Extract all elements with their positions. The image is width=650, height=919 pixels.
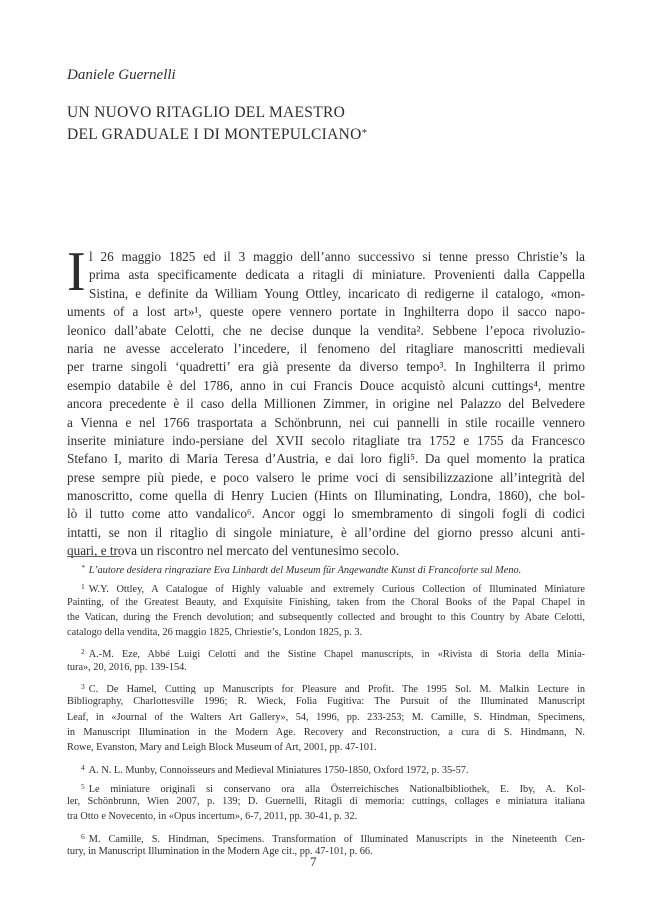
body-line: intatti, se non il ritaglio di singole miniature, è all’ordine del giorno presso alcuni anti-: [67, 524, 585, 540]
footnote: [67, 560, 585, 575]
page-number: 7: [310, 854, 317, 869]
body-line: prima asta specificamente dedicata a ritagli di miniature. Provenienti dalla Cappella: [89, 267, 585, 283]
body-line: per trarne singoli ‘quadretti’ era già presente da diverso tempo³. In Inghilterra il primo: [67, 359, 585, 375]
footnote-text: L’autore desidera ringraziare Eva Linhardt del Museum für Angewandte Kunst di Francoforte sul Meno.: [88, 565, 522, 576]
body-text: [67, 248, 585, 561]
footnote: [67, 760, 585, 775]
body-line: inserite miniature indo-persiane del XVII secolo ritagliate tra 1752 e 1755 da Francesco: [67, 432, 585, 448]
footnote-divider: [67, 556, 121, 557]
title-line: [67, 103, 587, 123]
footnote-text: Le miniature originali si conservano ora alla Österreichisches Nationalbibliothek, E. Iby, A. Kol-: [88, 783, 585, 795]
footnote-text: C. De Hamel, Cutting up Manuscripts for Pleasure and Profit. The 1995 Sol. M. Malkin Lecture in: [88, 684, 585, 695]
footnote-line: [67, 679, 585, 694]
title-line-2-text: DEL GRADUALE I DI MONTEPULCIANO: [67, 126, 362, 143]
footnote-line: [67, 725, 585, 740]
footnote-text: A. N. L. Munby, Connoisseurs and Medieval Miniatures 1750-1850, Oxford 1972, p. 35-57.: [88, 764, 469, 775]
body-line: esempio databile è del 1786, anno in cui Francis Douce acquistò alcuni cuttings⁴, mentre: [67, 377, 585, 393]
footnote-line: [67, 844, 585, 859]
footnote-text: A.-M. Eze, Abbé Luigi Celotti and the Sistine Chapel manuscripts, in «Rivista di Storia della Minia-: [88, 649, 585, 660]
body-line: Sistina, e definite da William Young Ottley, incaricato di redigerne il catalogo, «mon-: [89, 285, 585, 301]
footnote: [67, 579, 585, 640]
footnote: [67, 829, 585, 860]
footnote-line: [67, 809, 585, 824]
footnote-line: [67, 829, 585, 844]
footnote: [67, 779, 585, 825]
footnote-line: [67, 660, 585, 675]
footnote-line: [67, 710, 585, 725]
body-line: manoscritto, come quella di Henry Lucien (Hints on Illuminating, Londra, 1860), che bol-: [67, 488, 585, 504]
body-line: Stefano I, marito di Maria Teresa d’Austria, e dai loro figli⁵. Da quel momento la pratica: [67, 451, 585, 467]
footnote-line: [67, 595, 585, 610]
footnote-line: [67, 694, 585, 709]
footnote-text: tra Otto e Novecento, in «Opus incertum», 6-7, 2011, pp. 30-41, p. 32.: [67, 811, 358, 823]
footnote-text: tura», 20, 2016, pp. 139-154.: [67, 661, 187, 673]
footnote: [67, 679, 585, 755]
footnote-number: 4: [81, 762, 85, 772]
footnote-line: [67, 625, 585, 640]
footnote-line: [67, 610, 585, 625]
body-line: uments of a lost art»¹, queste opere vennero portate in Inghilterra dopo il sacco napo-: [67, 304, 585, 320]
author-name: Daniele Guernelli: [67, 67, 176, 83]
title-footnote-mark: *: [361, 127, 368, 139]
drop-cap: I: [67, 241, 86, 303]
footnote-text: catalogo della vendita, 26 maggio 1825, Chriestie’s, London 1825, p. 3.: [67, 627, 363, 639]
footnote-line: [67, 779, 585, 794]
body-line: leonico dall’abate Celotti, che ne decise dunque la vendita². Sebbene l’epoca rivoluzio-: [67, 322, 585, 338]
footnote-number: *: [81, 563, 85, 572]
body-line: prese sempre più piede, e poco valsero le prime voci di sensibilizzazione all’integrità del: [67, 469, 585, 485]
footnote-number: 2: [81, 647, 85, 657]
body-line: l 26 maggio 1825 ed il 3 maggio dell’anno successivo si tenne presso Christie’s la: [89, 249, 585, 264]
footnote-line: [67, 560, 585, 575]
footnote-text: Painting, of the Greatest Beauty, and Exquisite Finishing, taken from the Choral Books of the Papal Chapel in: [67, 596, 585, 608]
footnote-text: Leaf, in «Journal of the Walters Art Gallery», 54, 1996, pp. 233-253; M. Camille, S. Hindman, Specimens,: [67, 711, 585, 723]
footnote-text: ler, Schönbrunn, Wien 2007, p. 139; D. Guernelli, Ritagli di memoria: cuttings, collages e miniatura italiana: [67, 796, 585, 808]
footnote-line: [67, 740, 585, 755]
footnote-line: [67, 794, 585, 809]
footnote-text: Bibliography, Charlottesville 1996; R. Wieck, Folia Fugitiva: The Pursuit of the Illuminated Manuscript: [67, 696, 585, 708]
footnote-text: tury, in Manuscript Illumination in the Modern Age cit., pp. 47-101, p. 66.: [67, 846, 373, 858]
footnote-text: W.Y. Ottley, A Catalogue of Highly valuable and extremely Curious Collection of Illuminated Miniature: [88, 584, 585, 595]
title-line-1-text: UN NUOVO RITAGLIO DEL MAESTRO: [67, 104, 346, 121]
footnote-text: the Vatican, during the French devolution; and subsequently collected and brought to this Country by Abate Celotti,: [67, 611, 585, 623]
body-line: ancora precedente è il caso della Millionen Zimmer, in origine nel Palazzo del Belvedere: [67, 396, 585, 412]
body-line: a Vienna e nel 1766 trasportata a Schönbrunn, nei cui pannelli in stile rocaille vennero: [67, 414, 585, 430]
footnote: [67, 644, 585, 675]
footnote-line: [67, 579, 585, 594]
footnote-line: [67, 760, 585, 775]
title-line: [67, 123, 587, 145]
footnote-text: M. Camille, S. Hindman, Specimens. Transformation of Illuminated Manuscripts in the Nineteenth Cen-: [88, 833, 585, 845]
footnote-number: 6: [81, 831, 85, 841]
footnote-number: 5: [81, 781, 85, 791]
body-line: quari, e trova un riscontro nel mercato del ventunesimo secolo.: [67, 543, 400, 559]
body-line: naria ne avesse accelerato l’incedere, il fenomeno del ritagliare manoscritti medievali: [67, 340, 585, 356]
body-line: lò il tutto come atto vandalico⁶. Ancor oggi lo smembramento di singoli fogli di codici: [67, 506, 585, 522]
footnote-line: [67, 644, 585, 659]
footnotes: [67, 560, 585, 863]
footnote-text: Rowe, Evanston, Mary and Leigh Block Museum of Art, 2001, pp. 47-101.: [67, 742, 377, 754]
article-title: [67, 103, 587, 145]
footnote-number: 3: [81, 682, 85, 692]
footnote-text: in Manuscript Illumination in the Modern Age. Recovery and Reconstruction, a cura di S. Hindmann, N.: [67, 726, 585, 738]
footnote-number: 1: [81, 582, 85, 592]
